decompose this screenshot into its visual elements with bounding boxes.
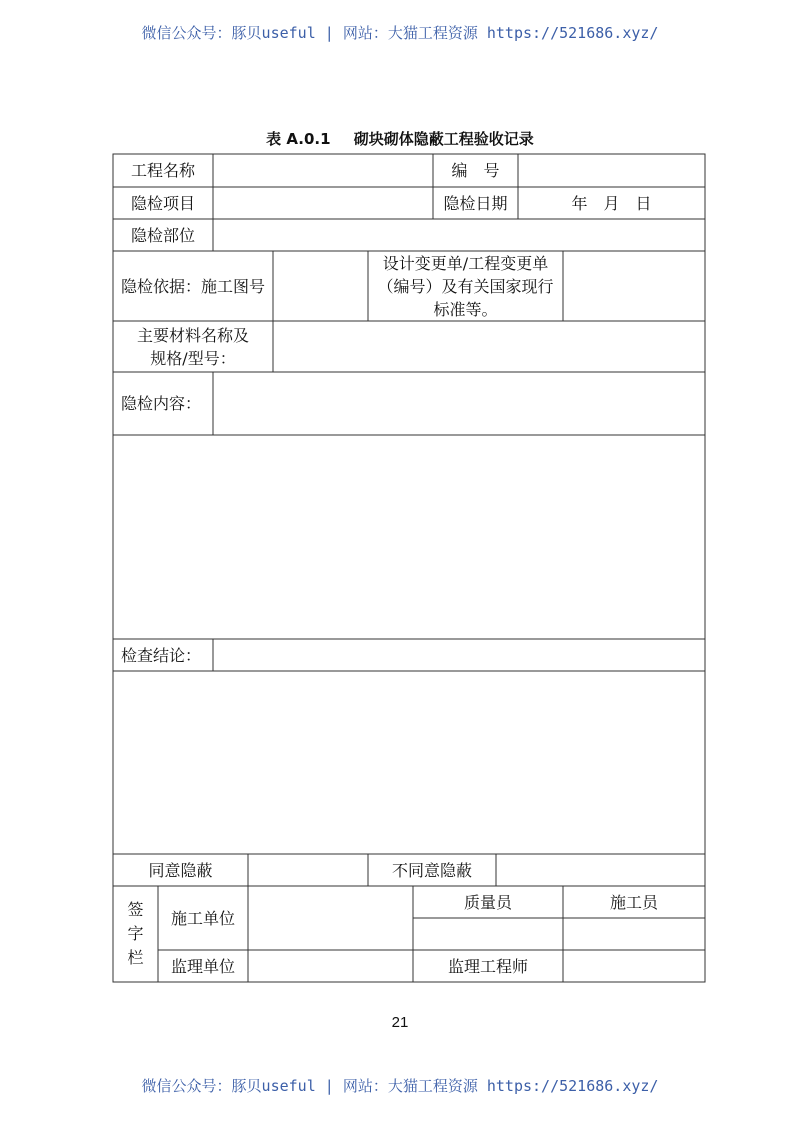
label-content: 隐检内容：: [121, 394, 202, 413]
disagree-field[interactable]: [496, 854, 705, 886]
table-name: 砌块砌体隐蔽工程验收记录: [353, 130, 534, 148]
serial-no-field[interactable]: [518, 154, 705, 187]
inspect-item-field[interactable]: [213, 187, 433, 219]
label-project-name: 工程名称: [130, 161, 195, 180]
constructor-field[interactable]: [563, 918, 705, 950]
label-inspect-basis: 隐检依据：施工图号: [120, 276, 265, 296]
label-construction-unit: 施工单位: [170, 908, 235, 928]
label-conclusion: 检查结论：: [121, 645, 202, 665]
label-supervision-unit: 监理单位: [170, 956, 235, 976]
supervision-unit-field[interactable]: [248, 950, 413, 982]
label-inspect-location: 隐检部位: [130, 225, 195, 245]
inspect-date-field[interactable]: 年 月 日: [571, 193, 652, 213]
table-number: 表 A.0.1: [266, 130, 331, 148]
materials-field[interactable]: [273, 321, 705, 372]
drawing-no-field[interactable]: [273, 251, 368, 321]
inspect-location-field[interactable]: [213, 219, 705, 251]
page-number: 21: [391, 1014, 409, 1031]
content-area[interactable]: [113, 435, 705, 639]
conclusion-area[interactable]: [113, 671, 705, 854]
label-quality-inspector: 质量员: [463, 892, 512, 912]
agree-field[interactable]: [248, 854, 368, 886]
label-inspect-date: 隐检日期: [443, 193, 508, 213]
quality-inspector-field[interactable]: [413, 918, 563, 950]
label-disagree: 不同意隐蔽: [391, 860, 472, 880]
label-supervising-engineer: 监理工程师: [447, 956, 528, 976]
label-materials: 主要材料名称及规格/型号：: [136, 325, 249, 368]
label-serial-no: 编 号: [451, 161, 500, 180]
supervising-engineer-field[interactable]: [563, 950, 705, 982]
label-signature: 签字栏: [127, 900, 144, 967]
label-change-note: 设计变更单/工程变更单（编号）及有关国家现行标准等。: [377, 253, 554, 319]
watermark-bottom: 微信公众号：豚贝useful | 网站：大猫工程资源 https://521686.xyz/: [141, 1077, 659, 1095]
label-inspect-item: 隐检项目: [130, 193, 195, 213]
change-note-field[interactable]: [563, 251, 705, 321]
construction-unit-field[interactable]: [248, 886, 413, 950]
content-header-field[interactable]: [213, 372, 705, 435]
project-name-field[interactable]: [213, 154, 433, 187]
label-agree: 同意隐蔽: [148, 860, 213, 880]
watermark-top: 微信公众号：豚贝useful | 网站：大猫工程资源 https://521686.xyz/: [141, 24, 659, 42]
label-constructor: 施工员: [609, 892, 658, 912]
conclusion-header-field[interactable]: [213, 639, 705, 671]
